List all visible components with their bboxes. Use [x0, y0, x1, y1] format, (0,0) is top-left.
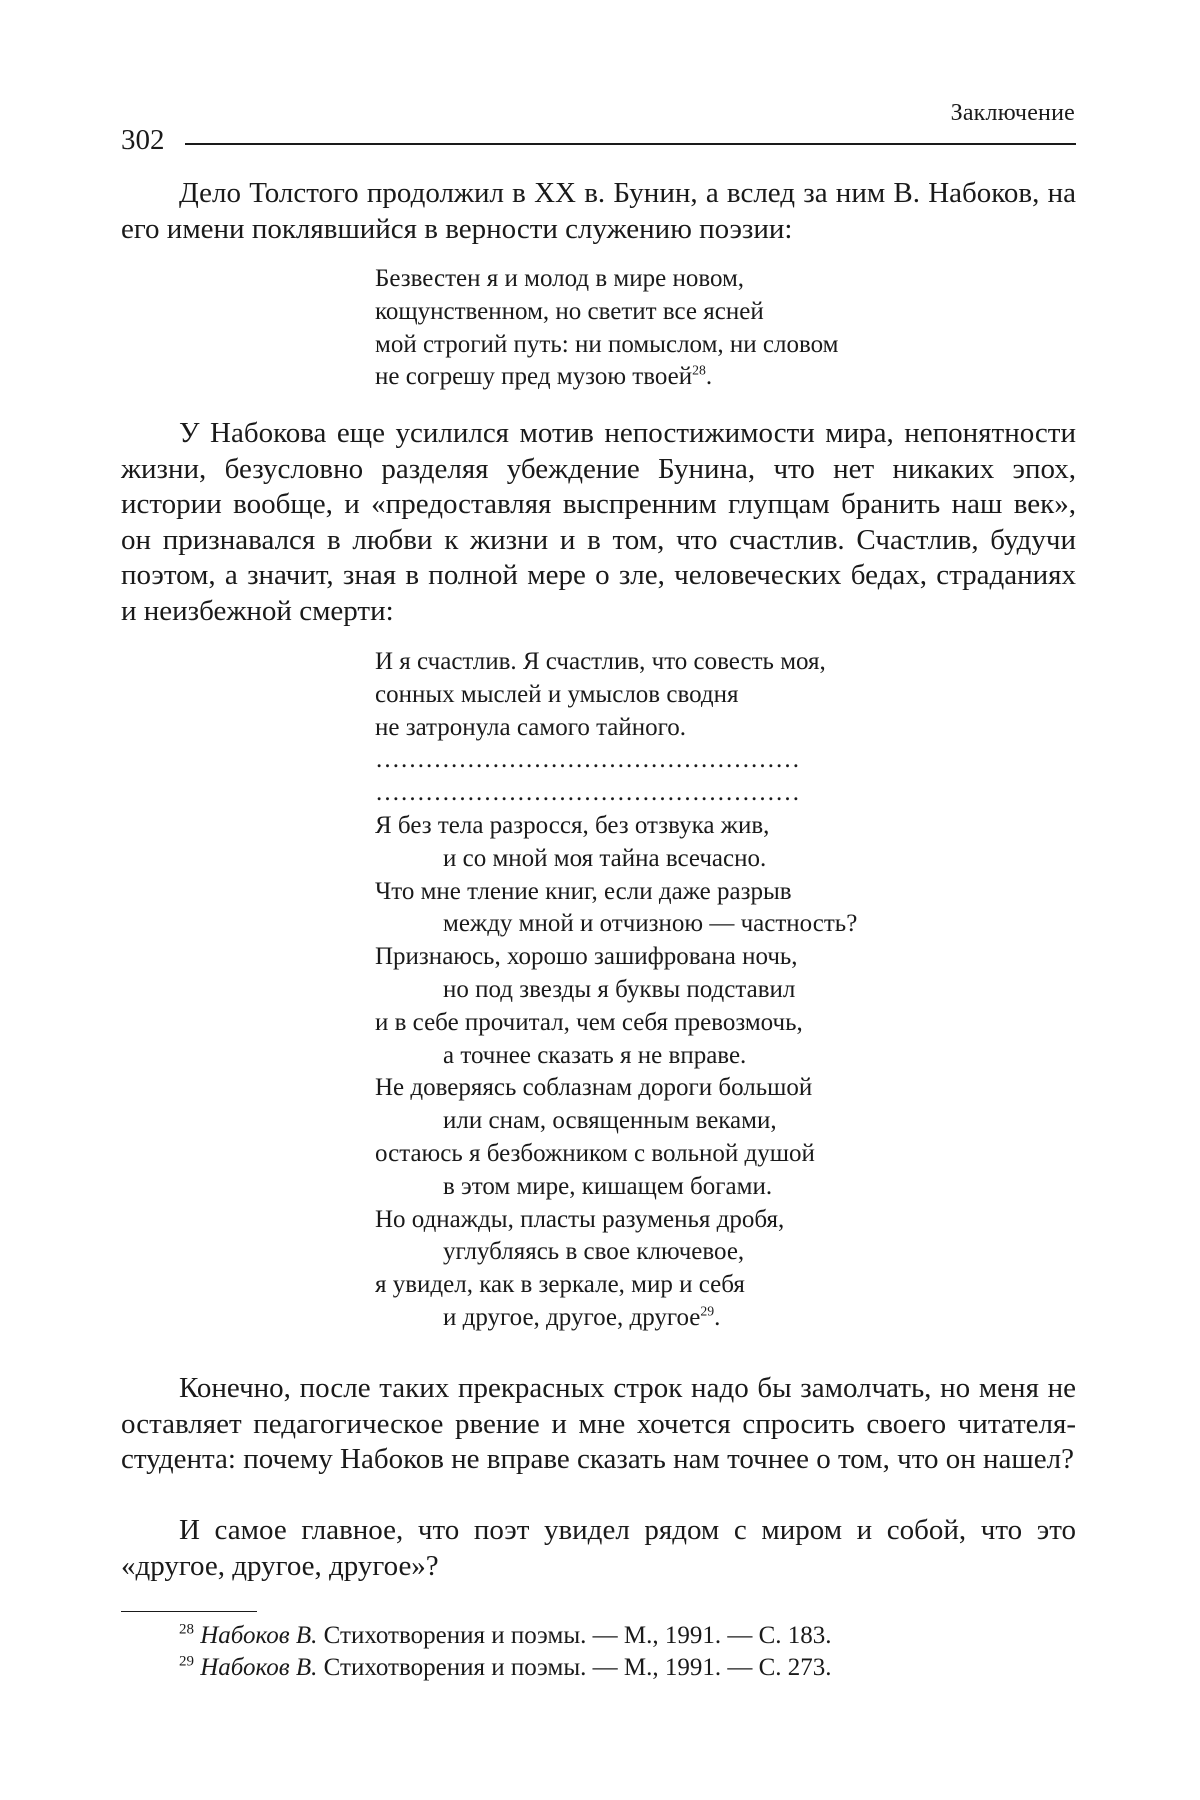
ellipsis-line: ……………………………………………	[375, 779, 800, 807]
paragraph-text: Конечно, после таких прекрасных строк надо бы замолчать, но меня не оставляет педагогическое рвение и мне хочется спросить своего читателя-студента: почему Набоков не вправе сказать нам точнее о том, что он нашел?	[121, 1372, 1076, 1476]
paragraph-1	[121, 176, 1076, 247]
footnote-number: 29	[179, 1653, 194, 1670]
verse-line: кощунственном, но светит все ясней	[375, 297, 764, 325]
footnote-ref-29[interactable]: 29	[700, 1303, 715, 1319]
footnote-29	[179, 1652, 832, 1684]
verse-line: Безвестен я и молод в мире новом,	[375, 265, 745, 292]
verse-line: И я счастлив. Я счастлив, что совесть моя,	[375, 648, 826, 675]
verse-line-last	[375, 1302, 857, 1335]
running-head: Заключение	[950, 100, 1075, 126]
verse-line: и со мной моя тайна всечасно.	[443, 844, 767, 872]
footnote-number: 28	[179, 1621, 194, 1638]
verse-line: не затронула самого тайного.	[375, 713, 687, 741]
paragraph-text: И самое главное, что поэт увидел рядом с миром и собой, что это «другое, другое, другое»?	[121, 1514, 1076, 1582]
verse-line: мой строгий путь: ни помыслом, ни словом	[375, 330, 839, 358]
paragraph-4	[121, 1513, 1076, 1584]
verse-line-text: и другое, другое, другое	[443, 1303, 701, 1331]
footnote-author: Набоков В.	[200, 1654, 318, 1681]
paragraph-2	[121, 416, 1076, 630]
verse-line: остаюсь я безбожником с вольной душой	[375, 1139, 815, 1167]
verse-quote-2	[375, 646, 857, 1335]
footnote-author: Набоков В.	[200, 1622, 318, 1649]
paragraph-text: У Набокова еще усилился мотив непостижимости мира, непонятности жизни, безусловно разделяя убеждение Бунина, что нет никаких эпох, истории вообще, и «предоставляя выспренним глупцам бранить наш век», он признавался в любви к жизни и в том, что счастлив. Счастлив, будучи поэтом, а значит, зная в полной мере о зле, человеческих бедах, страданиях и неизбежной смерти:	[121, 417, 1076, 627]
footnote-ref-28[interactable]: 28	[692, 363, 706, 379]
verse-line: и в себе прочитал, чем себя превозмочь,	[375, 1008, 803, 1036]
paragraph-3	[121, 1371, 1076, 1478]
verse-line-last	[375, 361, 838, 394]
verse-line: а точнее сказать я не вправе.	[443, 1041, 747, 1069]
verse-line: сонных мыслей и умыслов сводня	[375, 680, 739, 708]
verse-end-punct: .	[714, 1303, 721, 1331]
paragraph-text: Дело Толстого продолжил в XX в. Бунин, а вслед за ним В. Набоков, на его имени поклявшийся в верности служению поэзии:	[121, 177, 1076, 245]
verse-line: углубляясь в свое ключевое,	[443, 1238, 745, 1266]
verse-line: Я без тела разросся, без отзвука жив,	[375, 811, 770, 839]
verse-line: в этом мире, кишащем богами.	[443, 1172, 773, 1200]
verse-quote-1	[375, 263, 838, 394]
verse-line: но под звезды я буквы подставил	[443, 975, 796, 1003]
page-number: 302	[121, 124, 165, 156]
verse-line: Признаюсь, хорошо зашифрована ночь,	[375, 943, 798, 971]
footnote-separator	[121, 1611, 257, 1612]
verse-line: или снам, освященным веками,	[443, 1107, 777, 1135]
verse-end-punct: .	[705, 363, 713, 391]
verse-line: между мной и отчизною — частность?	[443, 910, 858, 938]
footnote-28	[179, 1620, 832, 1652]
verse-line: Но однажды, пласты разуменья дробя,	[375, 1205, 785, 1233]
footnote-text: Стихотворения и поэмы. — М., 1991. — С. 273.	[317, 1654, 832, 1681]
footnotes	[179, 1620, 832, 1684]
verse-line: я увидел, как в зеркале, мир и себя	[375, 1271, 745, 1299]
verse-line-text: не согрешу пред музою твоей	[375, 363, 693, 391]
verse-line: Что мне тление книг, если даже разрыв	[375, 877, 792, 905]
ellipsis-line: ……………………………………………	[375, 746, 800, 774]
footnote-text: Стихотворения и поэмы. — М., 1991. — С. 183.	[317, 1622, 832, 1649]
verse-line: Не доверяясь соблазнам дороги большой	[375, 1074, 813, 1102]
header-rule	[185, 143, 1076, 145]
